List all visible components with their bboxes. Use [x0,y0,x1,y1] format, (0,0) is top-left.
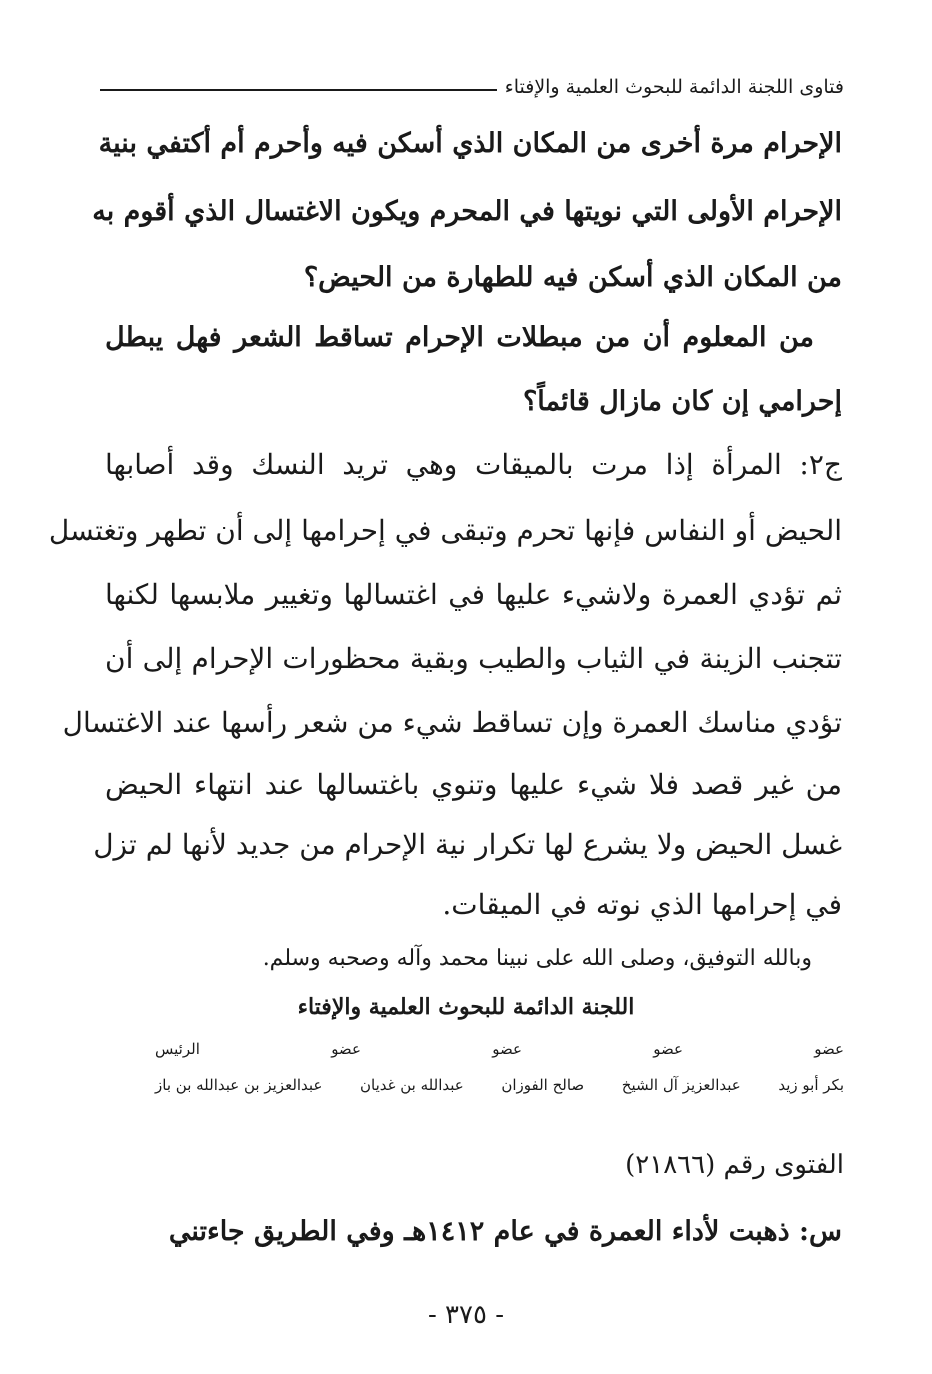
signatory-roles [155,1040,844,1058]
running-header [100,72,844,102]
signatory-name: صالح الفوزان [501,1076,585,1094]
question-line: من المكان الذي أسكن فيه للطهارة من الحيض؟ [303,262,842,293]
question-two-line: من المعلوم أن من مبطلات الإحرام تساقط الشعر فهل يبطل [105,322,814,353]
signatory-name: عبدالعزيز آل الشيخ [621,1076,741,1094]
signatory-role: عضو [492,1040,522,1058]
signatory-name: عبدالله بن غديان [360,1076,464,1094]
signatory-role: عضو [653,1040,683,1058]
signatory-role: الرئيس [155,1040,200,1058]
answer-line: ج٢: المرأة إذا مرت بالميقات وهي تريد النسك وقد أصابها [105,448,842,481]
answer-line: في إحرامها الذي نوته في الميقات. [442,888,842,921]
question-line: الإحرام الأولى التي نويتها في المحرم ويكون الاغتسال الذي أقوم به [92,196,842,227]
answer-line: ثم تؤدي العمرة ولاشيء عليها في اغتسالها وتغيير ملابسها لكنها [105,578,842,611]
signatory-role: عضو [814,1040,844,1058]
next-question-line: س: ذهبت لأداء العمرة في عام ١٤١٢هـ وفي الطريق جاءتني [168,1216,842,1247]
committee-title: اللجنة الدائمة للبحوث العلمية والإفتاء [297,994,635,1020]
answer-line: الحيض أو النفاس فإنها تحرم وتبقى في إحرامها إلى أن تطهر وتغتسل [48,514,842,547]
signatory-role: عضو [331,1040,361,1058]
page-number: - ٣٧٥ - [427,1300,505,1330]
signatory-names [155,1076,844,1094]
answer-line: غسل الحيض ولا يشرع لها تكرار نية الإحرام من جديد لأنها لم تزل [93,828,842,861]
answer-line: تؤدي مناسك العمرة وإن تساقط شيء من شعر رأسها عند الاغتسال [62,706,842,739]
answer-line: تتجنب الزينة في الثياب والطيب وبقية محظورات الإحرام إلى أن [105,642,842,675]
closing-prayer: وبالله التوفيق، وصلى الله على نبينا محمد وآله وصحبه وسلم. [262,946,812,971]
header-title: فتاوى اللجنة الدائمة للبحوث العلمية والإفتاء [504,76,844,98]
answer-line: من غير قصد فلا شيء عليها وتنوي باغتسالها عند انتهاء الحيض [105,768,842,801]
signatory-name: بكر أبو زيد [778,1076,844,1094]
question-line: الإحرام مرة أخرى من المكان الذي أسكن فيه وأحرم أم أكتفي بنية [98,128,842,159]
fatwa-number: الفتوى رقم (٢١٨٦٦) [625,1150,844,1180]
signatory-name: عبدالعزيز بن عبدالله بن باز [155,1076,323,1094]
question-two-line: إحرامي إن كان مازال قائماً؟ [522,386,842,417]
header-rule [100,89,497,91]
